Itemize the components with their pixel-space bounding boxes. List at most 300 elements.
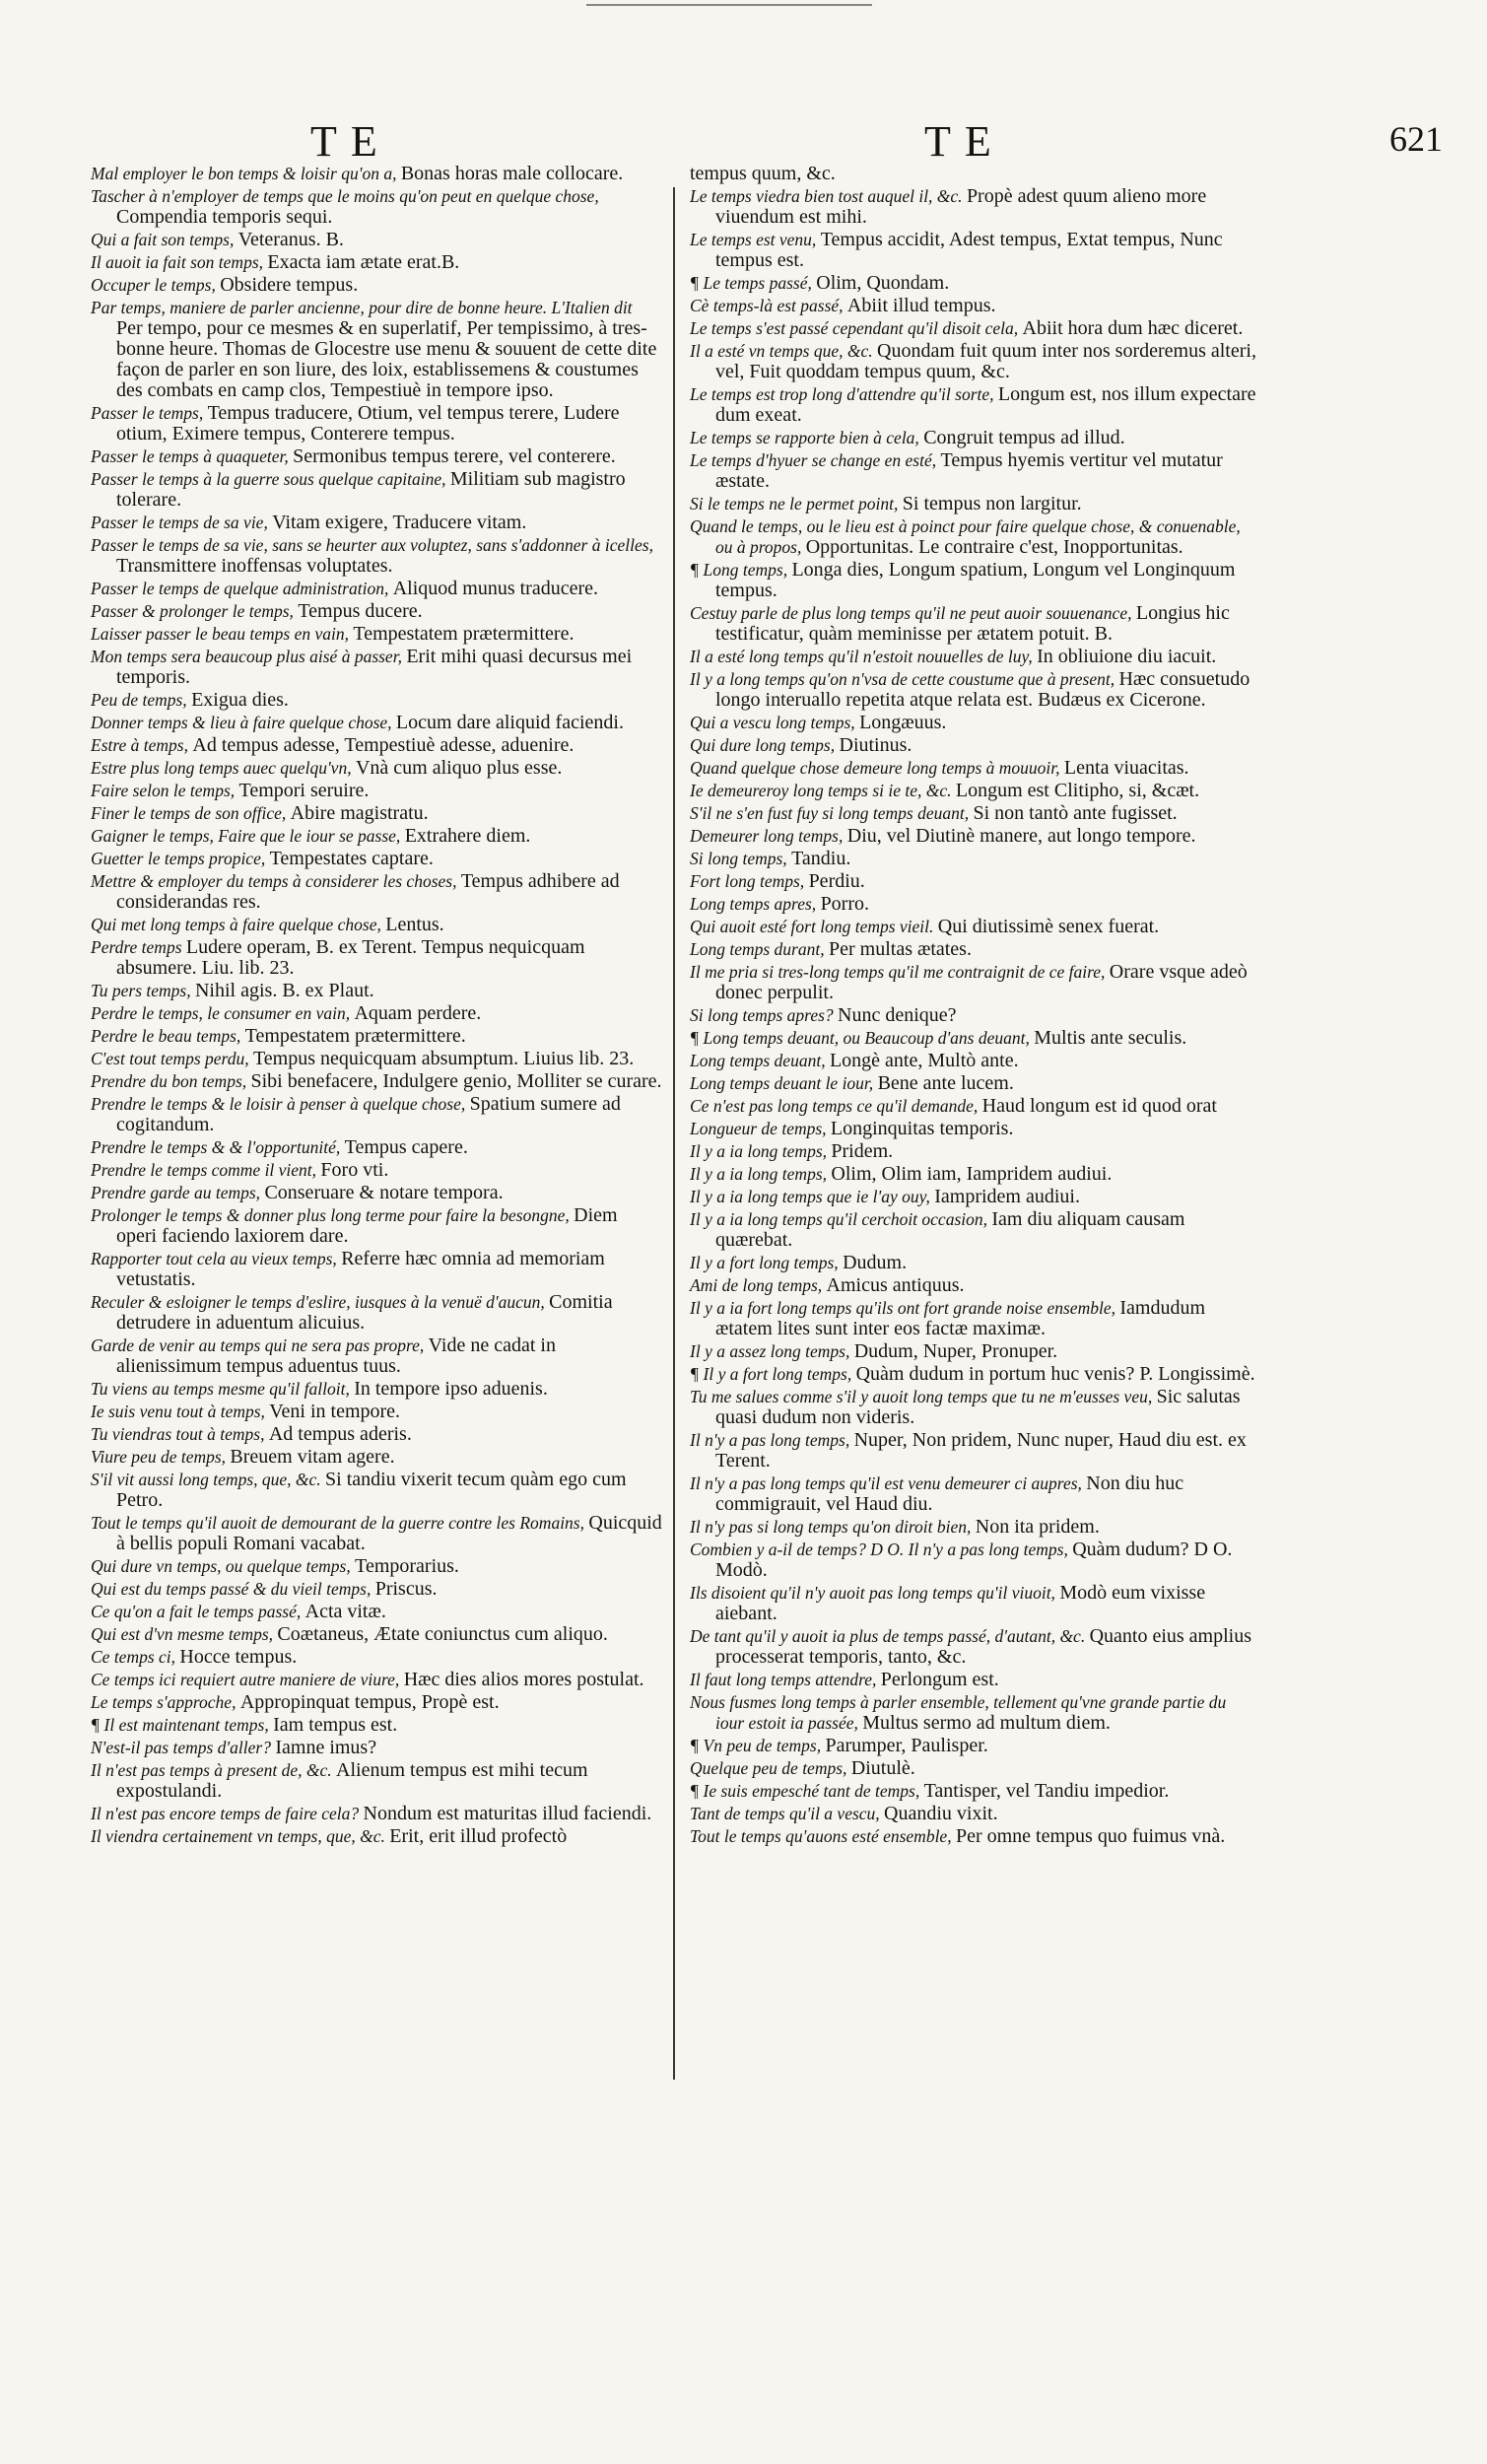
- latin-translation: Quandiu vixit.: [884, 1803, 998, 1824]
- dictionary-entry: [690, 647, 1256, 667]
- dictionary-entry: [690, 962, 1256, 1003]
- dictionary-entry: [91, 1579, 662, 1600]
- dictionary-entry: [690, 894, 1256, 915]
- french-phrase: Ce temps ici requiert autre maniere de viure,: [91, 1670, 404, 1689]
- french-phrase: Passer & prolonger le temps,: [91, 601, 299, 621]
- dictionary-entry: [690, 1804, 1256, 1824]
- dictionary-entry: [690, 1430, 1256, 1472]
- latin-translation: Quàm dudum? D O. Modò.: [715, 1539, 1233, 1581]
- dictionary-entry: [91, 446, 662, 467]
- french-phrase: Passer le temps,: [91, 403, 208, 423]
- latin-translation: In obliuione diu iacuit.: [1037, 646, 1217, 667]
- latin-translation: Aliquod munus traducere.: [392, 578, 598, 599]
- dictionary-entry: [91, 1003, 662, 1024]
- latin-translation: Ludere operam, B. ex Terent. Tempus nequicquam absumere. Liu. lib. 23.: [116, 936, 585, 979]
- latin-translation: Foro vti.: [320, 1159, 389, 1181]
- dictionary-entry: [91, 275, 662, 296]
- french-phrase: Ce temps ci,: [91, 1647, 180, 1667]
- french-phrase: Ils disoient qu'il n'y auoit pas long temps qu'il viuoit,: [690, 1583, 1060, 1603]
- latin-translation: Tandiu.: [791, 848, 851, 869]
- french-phrase: Il y a ia fort long temps qu'ils ont fort grande noise ensemble,: [690, 1298, 1120, 1318]
- latin-translation: Bene ante lucem.: [877, 1072, 1014, 1094]
- french-phrase: Il y a long temps qu'on n'vsa de cette coustume que à present,: [690, 669, 1119, 689]
- french-phrase: Tu me salues comme s'il y auoit long temps que tu ne m'eusses veu,: [690, 1387, 1157, 1406]
- latin-translation: Si tempus non largitur.: [902, 493, 1082, 514]
- dictionary-entry: [91, 1183, 662, 1203]
- dictionary-entry: [91, 1804, 662, 1824]
- latin-translation: Tempestatem prætermittere.: [353, 623, 575, 645]
- latin-translation: Si tandiu vixerit tecum quàm ego cum Petro.: [116, 1469, 627, 1511]
- latin-translation: Tempus ducere.: [298, 600, 423, 622]
- latin-translation: Ad tempus adesse, Tempestiuè adesse, aduenire.: [192, 734, 575, 756]
- dictionary-entry: [91, 1738, 662, 1758]
- french-phrase: Le temps viedra bien tost auquel il, &c.: [690, 186, 967, 206]
- french-phrase: Le temps s'est passé cependant qu'il disoit cela,: [690, 318, 1023, 338]
- latin-translation: Vnà cum aliquo plus esse.: [355, 757, 563, 779]
- latin-translation: Breuem vitam agere.: [230, 1446, 395, 1468]
- latin-translation: Militiam sub magistro tolerare.: [116, 468, 626, 511]
- french-phrase: Estre plus long temps auec quelqu'vn,: [91, 758, 356, 778]
- dictionary-entry: [690, 1626, 1256, 1668]
- latin-translation: Longum est Clitipho, si, &cæt.: [955, 780, 1200, 801]
- french-phrase: Mal employer le bon temps & loisir qu'on a,: [91, 164, 401, 183]
- french-phrase: Reculer & esloigner le temps d'eslire, iusques à la venuë d'aucun,: [91, 1292, 550, 1312]
- french-phrase: Faire selon le temps,: [91, 781, 239, 800]
- french-phrase: Il n'y a pas long temps qu'il est venu demeurer ci aupres,: [690, 1473, 1087, 1493]
- dictionary-entry: [690, 871, 1256, 892]
- french-phrase: Le temps est trop long d'attendre qu'il sorte,: [690, 384, 998, 404]
- dictionary-entry: [91, 1624, 662, 1645]
- latin-translation: Vide ne cadat in alienissimum tempus aduentus tuus.: [116, 1335, 556, 1377]
- french-phrase: Si long temps apres?: [690, 1005, 839, 1025]
- dictionary-entry: [690, 1341, 1256, 1362]
- french-phrase: ¶ Long temps,: [690, 560, 792, 580]
- french-phrase: Le temps se rapporte bien à cela,: [690, 428, 924, 447]
- french-phrase: Il a esté long temps qu'il n'estoit nouuelles de luy,: [690, 647, 1038, 666]
- dictionary-entry: [690, 494, 1256, 514]
- french-phrase: Qui dure long temps,: [690, 735, 840, 755]
- latin-translation: Sibi benefacere, Indulgere genio, Molliter se curare.: [250, 1070, 662, 1092]
- latin-translation: Referre hæc omnia ad memoriam vetustatis.: [116, 1248, 605, 1290]
- dictionary-entry: [91, 826, 662, 847]
- latin-translation: Obsidere tempus.: [220, 274, 359, 296]
- dictionary-entry: [690, 939, 1256, 960]
- latin-translation: Iamne imus?: [275, 1737, 377, 1758]
- latin-translation: Exigua dies.: [191, 689, 289, 711]
- french-phrase: ¶ Il est maintenant temps,: [91, 1715, 274, 1735]
- latin-translation: Longum est, nos illum expectare dum exeat.: [715, 383, 1256, 426]
- dictionary-entry: [690, 296, 1256, 316]
- latin-translation: Veteranus. B.: [237, 229, 344, 250]
- latin-translation: Modò eum vixisse aiebant.: [715, 1582, 1206, 1624]
- french-phrase: Mettre & employer du temps à considerer les choses,: [91, 871, 461, 891]
- dictionary-entry: [690, 1141, 1256, 1162]
- french-phrase: Il y a ia long temps,: [690, 1141, 832, 1161]
- french-phrase: Qui est du temps passé & du vieil temps,: [91, 1579, 375, 1599]
- dictionary-entry: [690, 1781, 1256, 1802]
- dictionary-entry: [91, 1692, 662, 1713]
- dictionary-entry: [91, 230, 662, 250]
- french-phrase: S'il vit aussi long temps, que, &c.: [91, 1470, 326, 1489]
- french-phrase: Tu viendras tout à temps,: [91, 1424, 269, 1444]
- dictionary-entry: [690, 781, 1256, 801]
- latin-translation: Iamdudum ætatem lites sunt inter eos factæ maximæ.: [715, 1297, 1206, 1339]
- latin-translation: Veni in tempore.: [269, 1401, 401, 1422]
- latin-translation: Extrahere diem.: [404, 825, 531, 847]
- dictionary-entry: [91, 803, 662, 824]
- latin-translation: Coætaneus, Ætate coniunctus cum aliquo.: [277, 1623, 608, 1645]
- dictionary-entry: [690, 1209, 1256, 1251]
- latin-translation: Qui diutissimè senex fuerat.: [937, 916, 1160, 937]
- latin-translation: Longæuus.: [859, 712, 947, 733]
- french-phrase: Si le temps ne le permet point,: [690, 494, 903, 513]
- latin-translation: Longius hic testificatur, quàm meminisse per ætatem potuit. B.: [715, 602, 1230, 645]
- dictionary-entry: [91, 1513, 662, 1554]
- dictionary-entry: [91, 1760, 662, 1802]
- french-phrase: Il y a ia long temps,: [690, 1164, 832, 1184]
- left-column: [91, 164, 662, 1849]
- french-phrase: Qui a fait son temps,: [91, 230, 238, 249]
- latin-translation: Diutinus.: [839, 734, 912, 756]
- dictionary-entry: [91, 1071, 662, 1092]
- dictionary-entry: [91, 1026, 662, 1047]
- latin-translation: Quondam fuit quum inter nos sorderemus alteri, vel, Fuit quoddam tempus quum, &c.: [715, 340, 1256, 382]
- dictionary-entry: [91, 252, 662, 273]
- dictionary-entry: [91, 1602, 662, 1622]
- latin-translation: Erit, erit illud profectò: [389, 1825, 568, 1847]
- dictionary-entry: [690, 1298, 1256, 1339]
- french-phrase: Fort long temps,: [690, 871, 809, 891]
- french-phrase: Tant de temps qu'il a vescu,: [690, 1804, 885, 1823]
- dictionary-entry: [690, 1119, 1256, 1139]
- latin-translation: Comitia detrudere in aduentum alicuius.: [116, 1291, 613, 1334]
- french-phrase: Passer le temps de quelque administration,: [91, 579, 393, 598]
- dictionary-entry: [91, 298, 662, 401]
- dictionary-entry: [91, 781, 662, 801]
- french-phrase: ¶ Long temps deuant, ou Beaucoup d'ans deuant,: [690, 1028, 1035, 1048]
- french-phrase: Demeurer long temps,: [690, 826, 847, 846]
- french-phrase: Laisser passer le beau temps en vain,: [91, 624, 354, 644]
- latin-translation: Quicquid à bellis populi Romani vacabat.: [116, 1512, 662, 1554]
- dictionary-entry: [91, 915, 662, 935]
- dictionary-entry: [690, 669, 1256, 711]
- latin-translation: Multis ante seculis.: [1034, 1027, 1187, 1049]
- right-running-head: TE: [924, 117, 1005, 166]
- dictionary-entry: [91, 1335, 662, 1377]
- dictionary-entry: [690, 849, 1256, 869]
- french-phrase: Il n'y a pas long temps,: [690, 1430, 854, 1450]
- latin-translation: Si non tantò ante fugisset.: [973, 802, 1178, 824]
- dictionary-entry: [91, 1556, 662, 1577]
- dictionary-entry: [690, 384, 1256, 426]
- dictionary-entry: [690, 230, 1256, 271]
- latin-translation: Iam tempus est.: [273, 1714, 398, 1736]
- latin-translation: Acta vitæ.: [304, 1601, 386, 1622]
- french-phrase: Il y a ia long temps qu'il cerchoit occasion,: [690, 1209, 992, 1229]
- latin-translation: Non ita pridem.: [975, 1516, 1100, 1538]
- dictionary-entry: [91, 690, 662, 711]
- french-phrase: S'il ne s'en fust fuy si long temps deuant,: [690, 803, 974, 823]
- dictionary-entry: [690, 735, 1256, 756]
- right-column: [690, 164, 1256, 1849]
- dictionary-entry: [91, 1715, 662, 1736]
- latin-translation: tempus quum, &c.: [690, 163, 836, 184]
- latin-translation: Hæc consuetudo longo interuallo repetita atque relata est. Budæus ex Cicerone.: [715, 668, 1250, 711]
- french-phrase: Le temps s'approche,: [91, 1692, 240, 1712]
- french-phrase: Prolonger le temps & donner plus long terme pour faire la besongne,: [91, 1205, 575, 1225]
- dictionary-entry: [91, 871, 662, 913]
- latin-translation: Pridem.: [831, 1140, 894, 1162]
- french-phrase: Donner temps & lieu à faire quelque chose,: [91, 713, 396, 732]
- french-phrase: Il viendra certainement vn temps, que, &c.: [91, 1826, 390, 1846]
- french-phrase: Il y a assez long temps,: [690, 1341, 854, 1361]
- french-phrase: Guetter le temps propice,: [91, 849, 270, 868]
- french-phrase: Le temps d'hyuer se change en esté,: [690, 450, 941, 470]
- dictionary-entry: [91, 186, 662, 228]
- dictionary-entry: [91, 713, 662, 733]
- latin-translation: Appropinquat tempus, Propè est.: [239, 1691, 500, 1713]
- latin-translation: Quanto eius amplius processerat temporis, tanto, &c.: [715, 1625, 1252, 1668]
- latin-translation: Hocce tempus.: [179, 1646, 298, 1668]
- french-phrase: Cestuy parle de plus long temps qu'il ne peut auoir souuenance,: [690, 603, 1136, 623]
- dictionary-entry: [690, 803, 1256, 824]
- dictionary-entry: [690, 1164, 1256, 1185]
- latin-translation: Diu, vel Diutinè manere, aut longo tempore.: [846, 825, 1196, 847]
- dictionary-entry: [91, 624, 662, 645]
- latin-translation: Tempus nequicquam absumptum. Liuius lib. 23.: [252, 1048, 635, 1069]
- dictionary-entry: [91, 1160, 662, 1181]
- french-phrase: Il n'y pas si long temps qu'on diroit bien,: [690, 1517, 976, 1537]
- latin-translation: Sermonibus tempus terere, vel conterere.: [293, 445, 616, 467]
- french-phrase: Ie demeureroy long temps si ie te, &c.: [690, 781, 956, 800]
- dictionary-entry: [690, 164, 1256, 184]
- latin-translation: Parumper, Paulisper.: [825, 1735, 988, 1756]
- french-phrase: Par temps, maniere de parler ancienne, pour dire de bonne heure. L'Italien dit: [91, 298, 633, 317]
- dictionary-entry: [91, 1826, 662, 1847]
- latin-translation: Tempus capere.: [344, 1136, 468, 1158]
- french-phrase: Nous fusmes long temps à parler ensemble, tellement qu'vne grande partie du iour estoit ia passée,: [690, 1692, 1227, 1733]
- latin-translation: Tempus accidit, Adest tempus, Extat tempus, Nunc tempus est.: [715, 229, 1223, 271]
- french-phrase: Tascher à n'employer de temps que le moins qu'on peut en quelque chose,: [91, 186, 599, 206]
- french-phrase: N'est-il pas temps d'aller?: [91, 1738, 276, 1757]
- french-phrase: Long temps deuant,: [690, 1051, 830, 1070]
- dictionary-entry: [690, 1387, 1256, 1428]
- latin-translation: Orare vsque adeò donec perpulit.: [715, 961, 1248, 1003]
- latin-translation: Per tempo, pour ce mesmes & en superlatif, Per tempissimo, à tres-bonne heure. Thomas de Glocestre use menu & souuent de cette dite façon de parler en son liure, des loix, establissemens & coustumes des combats en camp clos, Tempestiuè in tempore ipso.: [116, 317, 657, 401]
- french-phrase: Cè temps-là est passé,: [690, 296, 847, 315]
- column-separator: [673, 187, 675, 2080]
- french-phrase: Long temps durant,: [690, 939, 829, 959]
- french-phrase: Estre à temps,: [91, 735, 193, 755]
- french-phrase: ¶ Il y a fort long temps,: [690, 1364, 856, 1384]
- dictionary-entry: [91, 1205, 662, 1247]
- latin-translation: Longa dies, Longum spatium, Longum vel Longinquum tempus.: [715, 559, 1236, 601]
- french-phrase: Tout le temps qu'auons esté ensemble,: [690, 1826, 956, 1846]
- french-phrase: Ie suis venu tout à temps,: [91, 1402, 270, 1421]
- latin-translation: Lenta viuacitas.: [1063, 757, 1189, 779]
- french-phrase: Peu de temps,: [91, 690, 192, 710]
- latin-translation: Diutulè.: [850, 1757, 915, 1779]
- latin-translation: In tempore ipso aduenis.: [354, 1378, 548, 1400]
- dictionary-entry: [690, 1187, 1256, 1207]
- dictionary-entry: [690, 826, 1256, 847]
- dictionary-entry: [690, 1670, 1256, 1690]
- latin-translation: Tempori seruire.: [238, 780, 370, 801]
- latin-translation: Ad tempus aderis.: [268, 1423, 412, 1445]
- french-phrase: Passer le temps de sa vie, sans se heurter aux voluptez, sans s'addonner à icelles,: [91, 535, 653, 555]
- latin-translation: Compendia temporis sequi.: [116, 206, 333, 228]
- dictionary-entry: [91, 1670, 662, 1690]
- french-phrase: Si long temps,: [690, 849, 792, 868]
- latin-translation: Quàm dudum in portum huc venis? P. Longissimè.: [855, 1363, 1255, 1385]
- latin-translation: Multus sermo ad multum diem.: [862, 1712, 1111, 1734]
- french-phrase: Il n'est pas encore temps de faire cela?: [91, 1804, 364, 1823]
- dictionary-entry: [690, 1005, 1256, 1026]
- french-phrase: Perdre temps: [91, 937, 186, 957]
- french-phrase: Long temps apres,: [690, 894, 821, 914]
- french-phrase: Il auoit ia fait son temps,: [91, 252, 268, 272]
- french-phrase: ¶ Le temps passé,: [690, 273, 817, 293]
- dictionary-entry: [91, 735, 662, 756]
- latin-translation: Tempestates captare.: [269, 848, 434, 869]
- french-phrase: Gaigner le temps, Faire que le iour se passe,: [91, 826, 405, 846]
- latin-translation: Porro.: [820, 893, 870, 915]
- latin-translation: Tempus adhibere ad considerandas res.: [116, 870, 620, 913]
- page-number: 621: [1389, 119, 1443, 159]
- french-phrase: Perdre le beau temps,: [91, 1026, 245, 1046]
- french-phrase: Ami de long temps,: [690, 1275, 827, 1295]
- dictionary-entry: [91, 535, 662, 577]
- dictionary-entry: [690, 428, 1256, 448]
- dictionary-entry: [690, 1051, 1256, 1071]
- latin-translation: Longè ante, Multò ante.: [829, 1050, 1019, 1071]
- latin-translation: Exacta iam ætate erat.B.: [267, 251, 460, 273]
- latin-translation: Nondum est maturitas illud faciendi.: [363, 1803, 652, 1824]
- french-phrase: Finer le temps de son office,: [91, 803, 291, 823]
- latin-translation: Tantisper, vel Tandiu impedior.: [923, 1780, 1170, 1802]
- french-phrase: Ce n'est pas long temps ce qu'il demande,: [690, 1096, 982, 1116]
- dictionary-entry: [91, 849, 662, 869]
- latin-translation: Longinquitas temporis.: [830, 1118, 1014, 1139]
- latin-translation: Erit mihi quasi decursus mei temporis.: [116, 646, 633, 688]
- dictionary-entry: [91, 1447, 662, 1468]
- french-phrase: Occuper le temps,: [91, 275, 221, 295]
- latin-translation: Temporarius.: [355, 1555, 459, 1577]
- french-phrase: Long temps deuant le iour,: [690, 1073, 878, 1093]
- latin-translation: Opportunitas. Le contraire c'est, Inopportunitas.: [805, 536, 1183, 558]
- french-phrase: ¶ Ie suis empesché tant de temps,: [690, 1781, 924, 1801]
- latin-translation: Tempus hyemis vertitur vel mutatur æstate.: [715, 449, 1223, 492]
- latin-translation: Transmittere inoffensas voluptates.: [116, 555, 393, 577]
- latin-translation: Olim, Olim iam, Iampridem audiui.: [831, 1163, 1113, 1185]
- dictionary-entry: [690, 1736, 1256, 1756]
- dictionary-entry: [690, 758, 1256, 779]
- dictionary-entry: [690, 917, 1256, 937]
- french-phrase: Quand quelque chose demeure long temps à mouuoir,: [690, 758, 1064, 778]
- french-phrase: Ce qu'on a fait le temps passé,: [91, 1602, 305, 1621]
- latin-translation: Dudum.: [843, 1252, 908, 1273]
- dictionary-entry: [690, 318, 1256, 339]
- dictionary-entry: [91, 1379, 662, 1400]
- dictionary-entry: [690, 1364, 1256, 1385]
- latin-translation: Spatium sumere ad cogitandum.: [116, 1093, 621, 1135]
- french-phrase: Qui met long temps à faire quelque chose,: [91, 915, 386, 934]
- french-phrase: Il a esté vn temps que, &c.: [690, 341, 878, 361]
- dictionary-entry: [690, 560, 1256, 601]
- latin-translation: Per omne tempus quo fuimus vnà.: [955, 1825, 1226, 1847]
- latin-translation: Priscus.: [374, 1578, 438, 1600]
- dictionary-entry: [91, 937, 662, 979]
- french-phrase: Tout le temps qu'il auoit de demourant de la guerre contre les Romains,: [91, 1513, 589, 1533]
- french-phrase: Prendre le temps comme il vient,: [91, 1160, 321, 1180]
- dictionary-entry: [690, 1473, 1256, 1515]
- latin-translation: Vitam exigere, Traducere vitam.: [272, 512, 527, 533]
- dictionary-entry: [91, 1292, 662, 1334]
- top-rule: [586, 4, 872, 6]
- dictionary-entry: [690, 1758, 1256, 1779]
- dictionary-entry: [91, 1094, 662, 1135]
- dictionary-entry: [91, 164, 662, 184]
- latin-translation: Bonas horas male collocare.: [400, 163, 624, 184]
- dictionary-entry: [91, 1049, 662, 1069]
- latin-translation: Aquam perdere.: [354, 1002, 482, 1024]
- french-phrase: Prendre du bon temps,: [91, 1071, 251, 1091]
- french-phrase: Qui auoit esté fort long temps vieil.: [690, 917, 938, 936]
- dictionary-entry: [690, 1275, 1256, 1296]
- french-phrase: C'est tout temps perdu,: [91, 1049, 253, 1068]
- french-phrase: Perdre le temps, le consumer en vain,: [91, 1003, 355, 1023]
- latin-translation: Perlongum est.: [880, 1669, 999, 1690]
- dictionary-entry: [91, 469, 662, 511]
- dictionary-entry: [690, 603, 1256, 645]
- french-phrase: Il y a ia long temps que ie l'ay ouy,: [690, 1187, 935, 1206]
- latin-translation: Alienum tempus est mihi tecum expostulandi.: [116, 1759, 588, 1802]
- latin-translation: Tempus traducere, Otium, vel tempus terere, Ludere otium, Eximere tempus, Conterere tempus.: [116, 402, 620, 445]
- french-phrase: Prendre le temps & & l'opportunité,: [91, 1137, 345, 1157]
- french-phrase: Passer le temps à quaqueter,: [91, 446, 294, 466]
- dictionary-entry: [690, 1028, 1256, 1049]
- dictionary-entry: [690, 450, 1256, 492]
- dictionary-entry: [690, 1073, 1256, 1094]
- french-phrase: Passer le temps à la guerre sous quelque capitaine,: [91, 469, 450, 489]
- french-phrase: Passer le temps de sa vie,: [91, 513, 273, 532]
- latin-translation: Perdiu.: [808, 870, 865, 892]
- dictionary-entry: [91, 579, 662, 599]
- dictionary-entry: [690, 1517, 1256, 1538]
- french-phrase: De tant qu'il y auoit ia plus de temps passé, d'autant, &c.: [690, 1626, 1090, 1646]
- latin-translation: Iampridem audiui.: [934, 1186, 1080, 1207]
- left-running-head: TE: [310, 117, 391, 166]
- dictionary-entry: [690, 1253, 1256, 1273]
- french-phrase: Prendre le temps & le loisir à penser à quelque chose,: [91, 1094, 470, 1114]
- french-phrase: ¶ Vn peu de temps,: [690, 1736, 826, 1755]
- dictionary-entry: [91, 1470, 662, 1511]
- dictionary-entry: [690, 516, 1256, 558]
- french-phrase: Tu viens au temps mesme qu'il falloit,: [91, 1379, 355, 1399]
- dictionary-entry: [91, 1137, 662, 1158]
- dictionary-entry: [91, 403, 662, 445]
- french-phrase: Quand le temps, ou le lieu est à poinct pour faire quelque chose, & conuenable, ou à propos,: [690, 516, 1241, 557]
- french-phrase: Combien y a-il de temps? D O. Il n'y a pas long temps,: [690, 1540, 1073, 1559]
- dictionary-entry: [690, 186, 1256, 228]
- french-phrase: Tu pers temps,: [91, 981, 195, 1000]
- dictionary-entry: [91, 647, 662, 688]
- french-phrase: Qui est d'vn mesme temps,: [91, 1624, 278, 1644]
- french-phrase: Qui a vescu long temps,: [690, 713, 860, 732]
- dictionary-entry: [91, 1249, 662, 1290]
- dictionary-entry: [690, 1692, 1256, 1734]
- latin-translation: Nunc denique?: [838, 1004, 957, 1026]
